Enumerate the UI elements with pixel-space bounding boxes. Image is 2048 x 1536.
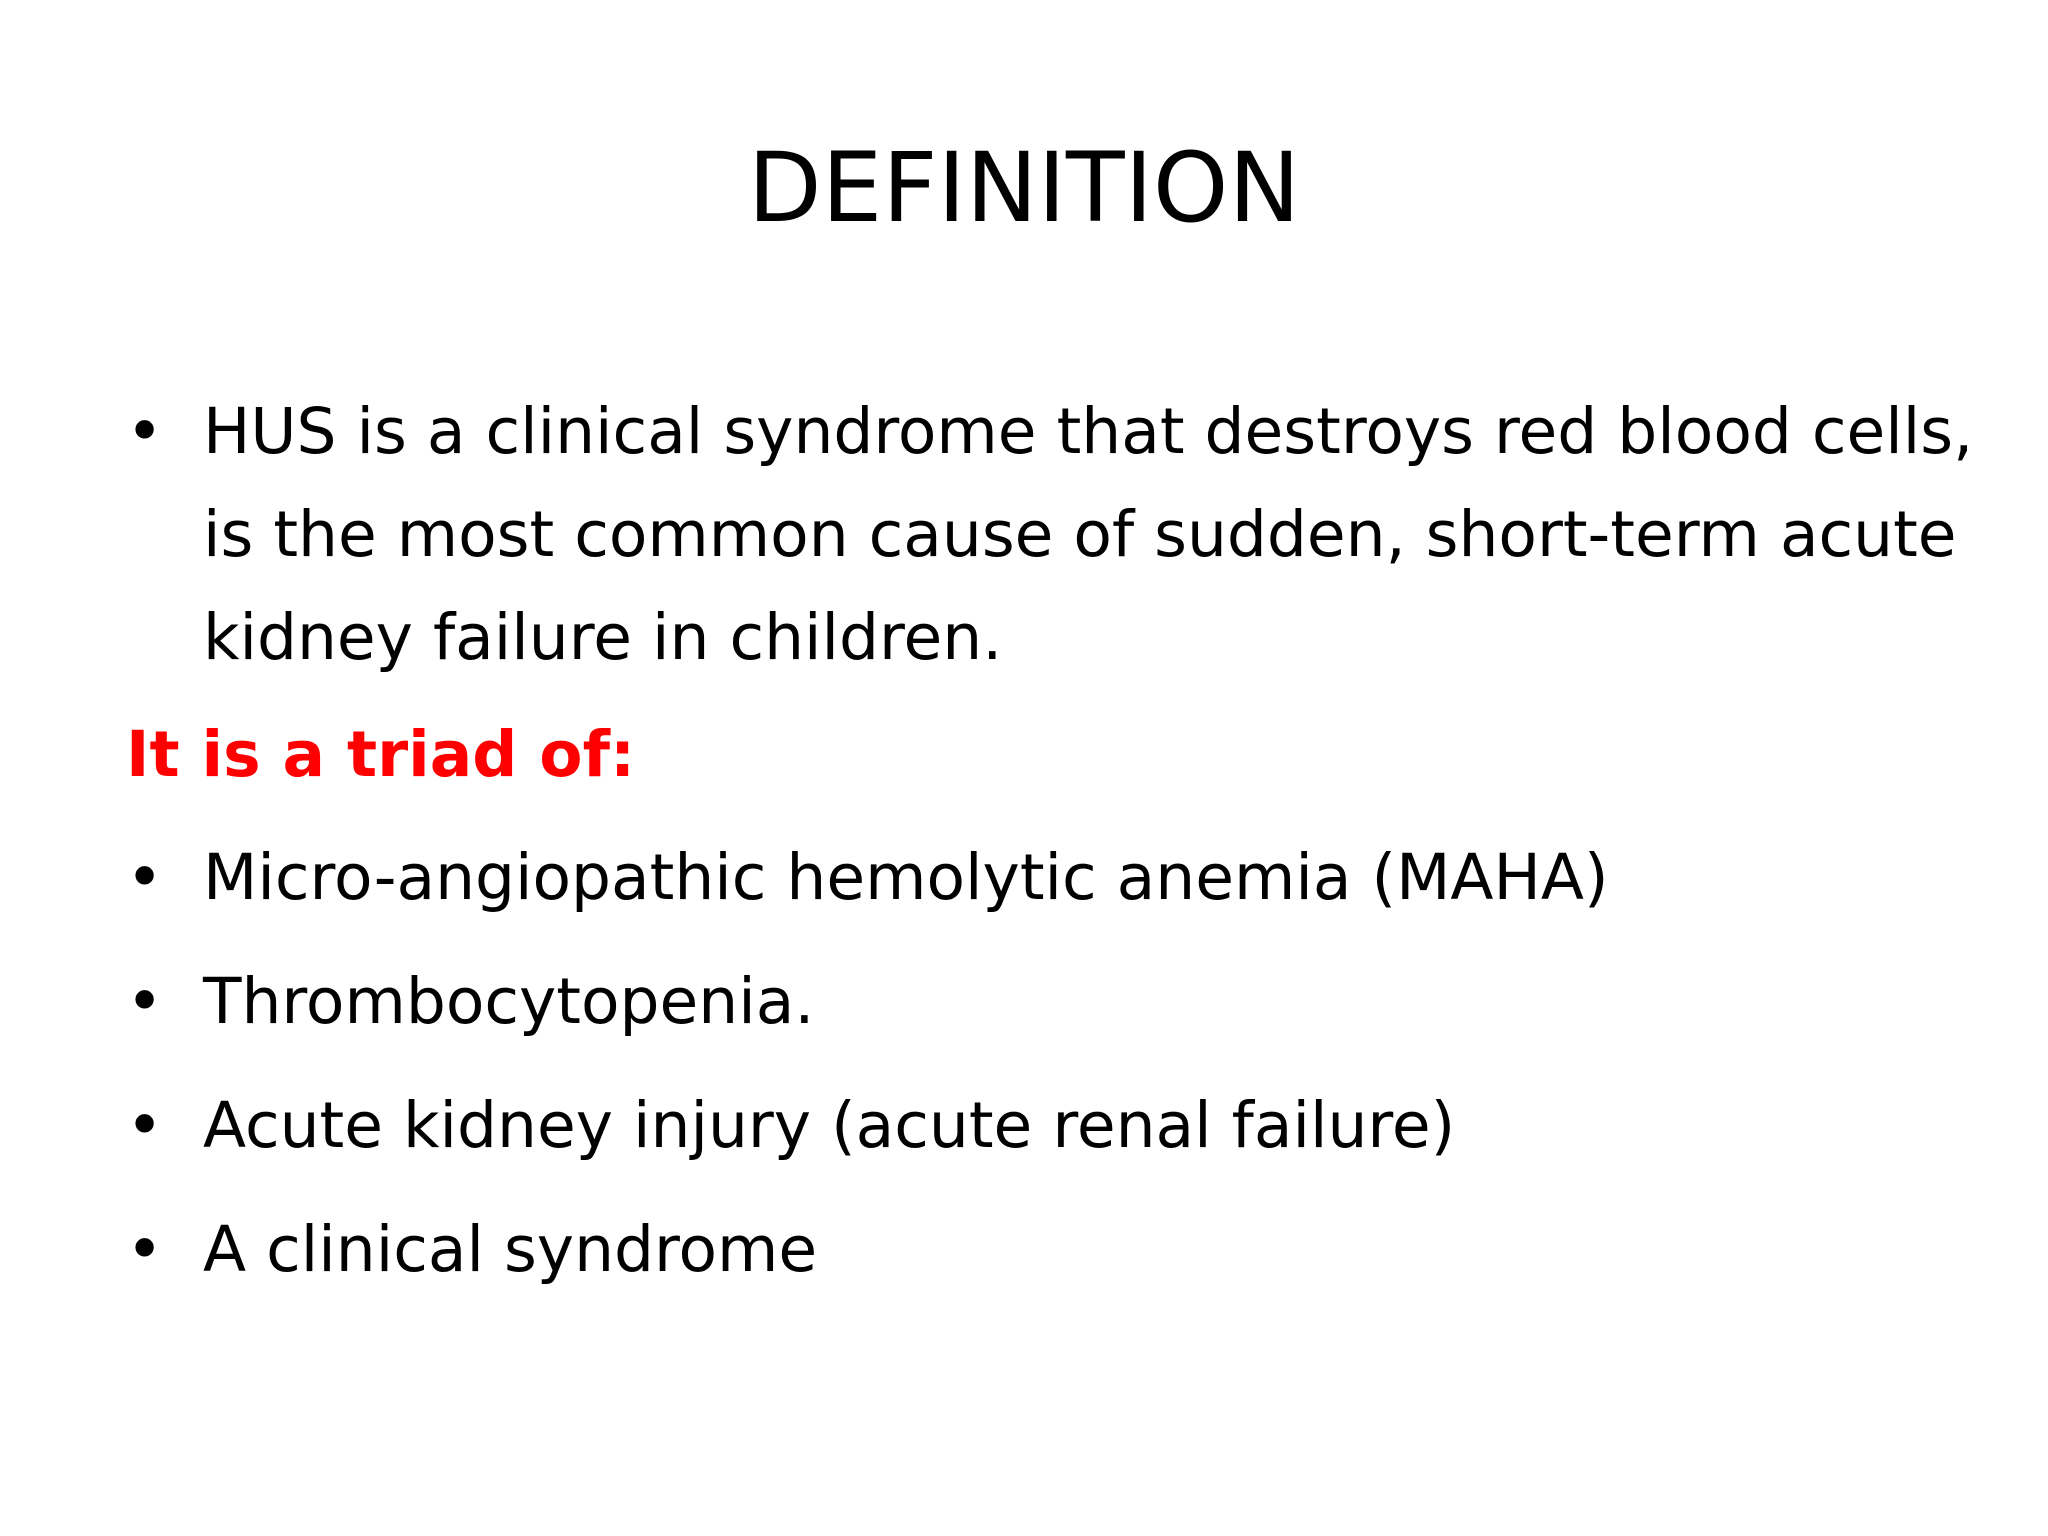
triad-item: [126, 826, 1986, 929]
triad-subheading: It is a triad of:: [126, 718, 636, 791]
slide-title: DEFINITION: [747, 132, 1301, 244]
triad-item: [126, 1074, 1986, 1177]
triad-item-text: Micro-angiopathic hemolytic anemia (MAHA): [203, 841, 1609, 914]
intro-bullet-text: HUS is a clinical syndrome that destroys red blood cells, is the most common cause of sudden, short-term acute kidney failure in children.: [203, 395, 1974, 674]
bullet-dot-icon: •: [126, 841, 164, 914]
slide-body: [126, 380, 1986, 1322]
intro-bullet: [126, 380, 1986, 689]
triad-item-text: Thrombocytopenia.: [203, 965, 815, 1038]
triad-item: [126, 1198, 1986, 1301]
bullet-dot-icon: •: [126, 395, 164, 468]
triad-item: [126, 950, 1986, 1053]
bullet-dot-icon: •: [126, 1213, 164, 1286]
bullet-dot-icon: •: [126, 965, 164, 1038]
triad-item-text: Acute kidney injury (acute renal failure): [203, 1089, 1456, 1162]
triad-item-text: A clinical syndrome: [203, 1213, 818, 1286]
bullet-dot-icon: •: [126, 1089, 164, 1162]
